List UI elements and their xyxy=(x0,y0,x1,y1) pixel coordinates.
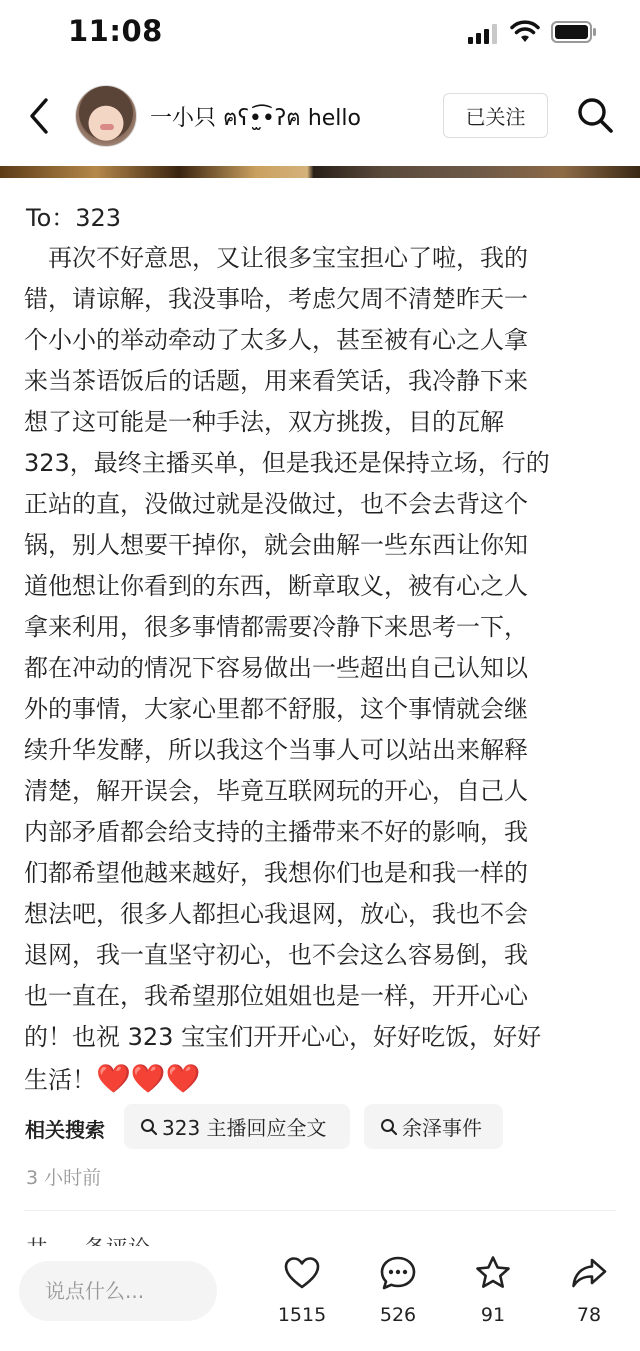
bottom-action-bar xyxy=(0,1246,640,1351)
share-button[interactable] xyxy=(549,1254,629,1344)
related-search-label: 相关搜索 xyxy=(25,1118,105,1142)
post-recipient: To：323 xyxy=(26,204,122,232)
battery-icon xyxy=(551,21,597,43)
post-last-text: 生活！ xyxy=(24,1066,96,1094)
divider xyxy=(24,1210,616,1211)
post-image-edge[interactable] xyxy=(0,166,640,178)
search-icon[interactable] xyxy=(576,96,614,134)
star-icon xyxy=(474,1254,512,1292)
search-icon xyxy=(380,1118,398,1136)
status-bar xyxy=(0,0,640,66)
post-line: 都在冲动的情况下容易做出一些超出自己认知以 xyxy=(24,654,528,682)
post-line: 道他想让你看到的东西，断章取义，被有心之人 xyxy=(24,572,528,600)
post-line: 错，请谅解，我没事哈，考虑欠周不清楚昨天一 xyxy=(24,285,528,313)
post-line: 想了这可能是一种手法，双方挑拨，目的瓦解 xyxy=(24,408,504,436)
comment-input[interactable] xyxy=(19,1261,217,1321)
post-line: 外的事情，大家心里都不舒服，这个事情就会继 xyxy=(24,695,528,723)
post-line: 个小小的举动牵动了太多人，甚至被有心之人拿 xyxy=(24,326,528,354)
share-icon xyxy=(570,1254,608,1292)
post-line: 323，最终主播买单，但是我还是保持立场，行的 xyxy=(24,449,550,477)
post-line: 来当茶语饭后的话题，用来看笑话，我冷静下来 xyxy=(24,367,528,395)
post-line: 的！也祝 323 宝宝们开开心心，好好吃饭，好好 xyxy=(24,1023,542,1051)
heart-emojis: ❤️❤️❤️ xyxy=(96,1062,201,1095)
post-header xyxy=(0,80,640,152)
post-line: 内部矛盾都会给支持的主播带来不好的影响，我 xyxy=(24,818,528,846)
status-time: 11:08 xyxy=(68,14,163,48)
favorite-count: 91 xyxy=(480,1304,506,1326)
post-line: 退网，我一直坚守初心，也不会这么容易倒，我 xyxy=(24,941,528,969)
favorite-button[interactable] xyxy=(453,1254,533,1344)
post-line: 拿来利用，很多事情都需要冷静下来思考一下， xyxy=(24,613,528,641)
comment-button[interactable] xyxy=(358,1254,438,1344)
post-timestamp: 3 小时前 xyxy=(26,1167,102,1189)
comment-icon xyxy=(379,1254,417,1292)
post-line: 正站的直，没做过就是没做过，也不会去背这个 xyxy=(24,490,528,518)
share-count: 78 xyxy=(576,1304,602,1326)
related-search-chip[interactable] xyxy=(124,1104,350,1149)
post-line: 想法吧，很多人都担心我退网，放心，我也不会 xyxy=(24,900,528,928)
post-line: 清楚，解开误会，毕竟互联网玩的开心，自己人 xyxy=(24,777,528,805)
follow-button[interactable]: 已关注 xyxy=(443,93,548,138)
back-icon[interactable] xyxy=(24,94,54,138)
like-button[interactable] xyxy=(262,1254,342,1344)
post-body xyxy=(24,238,624,1099)
post-line: 锅，别人想要干掉你，就会曲解一些东西让你知 xyxy=(24,531,528,559)
chip-label: 323 主播回应全文 xyxy=(162,1116,327,1140)
signal-icon xyxy=(468,24,500,44)
like-count: 1515 xyxy=(277,1304,327,1326)
post-line: 再次不好意思，又让很多宝宝担心了啦，我的 xyxy=(24,244,528,272)
chip-label: 余泽事件 xyxy=(402,1116,482,1140)
comment-count: 526 xyxy=(379,1304,417,1326)
heart-icon xyxy=(283,1254,321,1292)
related-search-chip[interactable] xyxy=(364,1104,503,1149)
avatar[interactable] xyxy=(75,85,137,147)
post-line: 们都希望他越来越好，我想你们也是和我一样的 xyxy=(24,859,528,887)
post-line: 也一直在，我希望那位姐姐也是一样，开开心心 xyxy=(24,982,528,1010)
post-last-line xyxy=(24,1058,624,1099)
wifi-icon xyxy=(510,20,540,44)
post-line: 续升华发酵，所以我这个当事人可以站出来解释 xyxy=(24,736,528,764)
author-name[interactable]: 一小只 ฅʕ•̫͡•ʔฅ hello xyxy=(150,106,361,131)
search-icon xyxy=(140,1118,158,1136)
